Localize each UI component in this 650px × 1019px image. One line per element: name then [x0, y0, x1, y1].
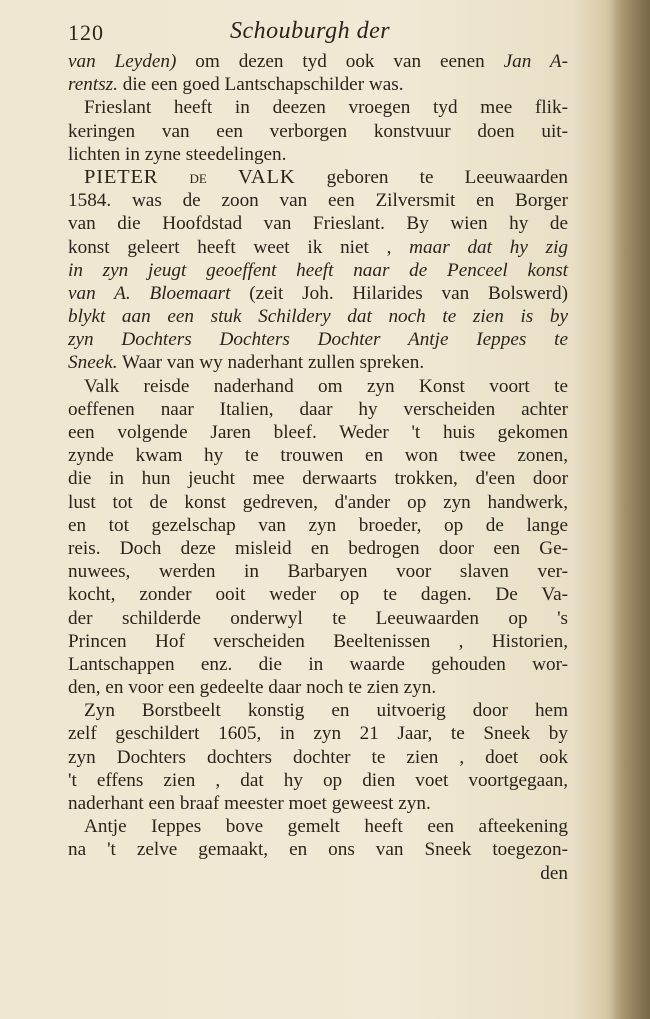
text-line — [68, 50, 568, 73]
text-line — [68, 815, 568, 838]
text-segment: Sneek. — [68, 352, 118, 374]
text-segment: van Leyden) — [68, 51, 177, 72]
text-segment: oeffenen naar Italien, daar hy verscheiden achter — [68, 398, 568, 420]
text-segment: en tot gezelschap van zyn broeder, op de lange — [68, 514, 568, 536]
text-line — [68, 630, 568, 653]
text-segment: reis. Doch deze misleid en bedrogen door een Ge- — [68, 537, 568, 559]
text-segment: Antje Ieppes bove gemelt heeft een afteekening — [84, 816, 568, 838]
text-segment: blykt aan een stuk Schildery dat noch te zien is by — [68, 306, 568, 328]
text-segment: geboren te Leeuwaarden — [295, 166, 568, 188]
text-line — [68, 746, 568, 769]
text-line — [68, 212, 568, 235]
page-gutter-shadow — [610, 0, 650, 1019]
text-segment: zynde kwam hy te trouwen en won twee zonen, — [68, 445, 568, 467]
text-segment: om dezen tyd ook van eenen — [176, 51, 504, 72]
text-segment: den — [540, 862, 568, 884]
text-line — [68, 583, 568, 606]
text-segment: keringen van een verborgen konstvuur doen uit- — [68, 120, 568, 142]
text-segment: konst geleert heeft weet ik niet , — [68, 236, 410, 258]
text-segment: die een goed Lantschapschilder was. — [117, 74, 404, 96]
text-segment: Lantschappen enz. die in waarde gehouden wor- — [68, 653, 568, 675]
text-segment: in zyn jeugt geoeffent heeft naar de Penceel konst — [68, 259, 568, 281]
text-segment: lust tot de konst gedreven, d'ander op zyn handwerk, — [68, 491, 568, 513]
text-segment: rentsz. — [68, 74, 118, 96]
text-line — [68, 305, 568, 328]
text-line — [68, 699, 568, 722]
text-segment: de — [158, 166, 238, 188]
text-line — [68, 351, 568, 374]
text-segment: die in hun jeucht mee derwaarts trokken, d'een door — [68, 468, 568, 490]
text-line — [68, 467, 568, 490]
text-line — [68, 236, 568, 259]
text-line — [68, 375, 568, 398]
text-line — [68, 120, 568, 143]
running-head: Schouburgh der — [230, 18, 391, 44]
text-segment: Valk reisde naderhand om zyn Konst voort te — [84, 375, 568, 397]
text-line — [68, 514, 568, 537]
text-segment: maar dat hy zig — [409, 236, 568, 258]
text-segment: nuwees, werden in Barbaryen voor slaven ver- — [68, 561, 568, 583]
text-line — [68, 838, 568, 861]
text-line — [68, 282, 568, 305]
text-segment: van die Hoofdstad van Frieslant. By wien hy de — [68, 213, 568, 235]
text-line — [68, 73, 568, 96]
text-segment: naderhant een braaf meester moet geweest zyn. — [68, 793, 431, 814]
text-line — [68, 189, 568, 212]
text-segment: zelf geschildert 1605, in zyn 21 Jaar, te Sneek by — [68, 723, 568, 745]
text-line — [68, 769, 568, 792]
text-segment: Princen Hof verscheiden Beeltenissen , Historien, — [68, 630, 568, 652]
text-line — [68, 607, 568, 630]
text-segment: 1584. was de zoon van een Zilversmit en Borger — [68, 190, 568, 212]
text-segment: Zyn Borstbeelt konstig en uitvoerig door hem — [84, 700, 568, 722]
text-line — [68, 96, 568, 119]
text-segment: der schilderde onderwyl te Leeuwaarden op 's — [68, 607, 568, 629]
text-line — [68, 653, 568, 676]
text-line — [68, 676, 568, 699]
text-line — [68, 491, 568, 514]
page-number: 120 — [68, 20, 104, 45]
page-text-block — [68, 14, 568, 885]
text-line — [68, 421, 568, 444]
text-segment: zyn Dochters dochters dochter te zien , doet ook — [68, 746, 568, 768]
text-line — [68, 560, 568, 583]
text-line — [68, 792, 568, 815]
text-segment: lichten in zyne steedelingen. — [68, 143, 287, 165]
text-line — [68, 444, 568, 467]
text-segment: (zeit Joh. Hilarides van Bolswerd) — [230, 282, 568, 304]
text-line — [68, 862, 568, 885]
body-text — [68, 50, 568, 885]
text-segment: den, en voor een gedeelte daar noch te zien zyn. — [68, 677, 437, 699]
text-segment: Jan A- — [503, 51, 568, 72]
text-segment: een volgende Jaren bleef. Weder 't huis gekomen — [68, 422, 568, 443]
text-segment: VALK — [237, 165, 296, 188]
text-segment: Waar van wy naderhant zullen spreken. — [117, 352, 425, 374]
text-line — [68, 398, 568, 421]
text-segment: zyn Dochters Dochters Dochter Antje Ieppes te — [68, 329, 568, 351]
page-header — [68, 14, 568, 50]
text-line — [68, 722, 568, 745]
text-line — [68, 328, 568, 351]
text-line — [68, 259, 568, 282]
text-segment: van A. Bloemaart — [68, 282, 231, 304]
text-line — [68, 537, 568, 560]
text-segment: Frieslant heeft in deezen vroegen tyd mee flik- — [84, 97, 568, 119]
text-line — [68, 166, 568, 189]
text-line — [68, 143, 568, 166]
text-segment: 't effens zien , dat hy op dien voet voortgegaan, — [68, 769, 568, 791]
text-segment: PIETER — [84, 165, 159, 188]
text-segment: kocht, zonder ooit weder op te dagen. De Va- — [68, 584, 568, 606]
text-segment: na 't zelve gemaakt, en ons van Sneek toegezon- — [68, 839, 568, 861]
